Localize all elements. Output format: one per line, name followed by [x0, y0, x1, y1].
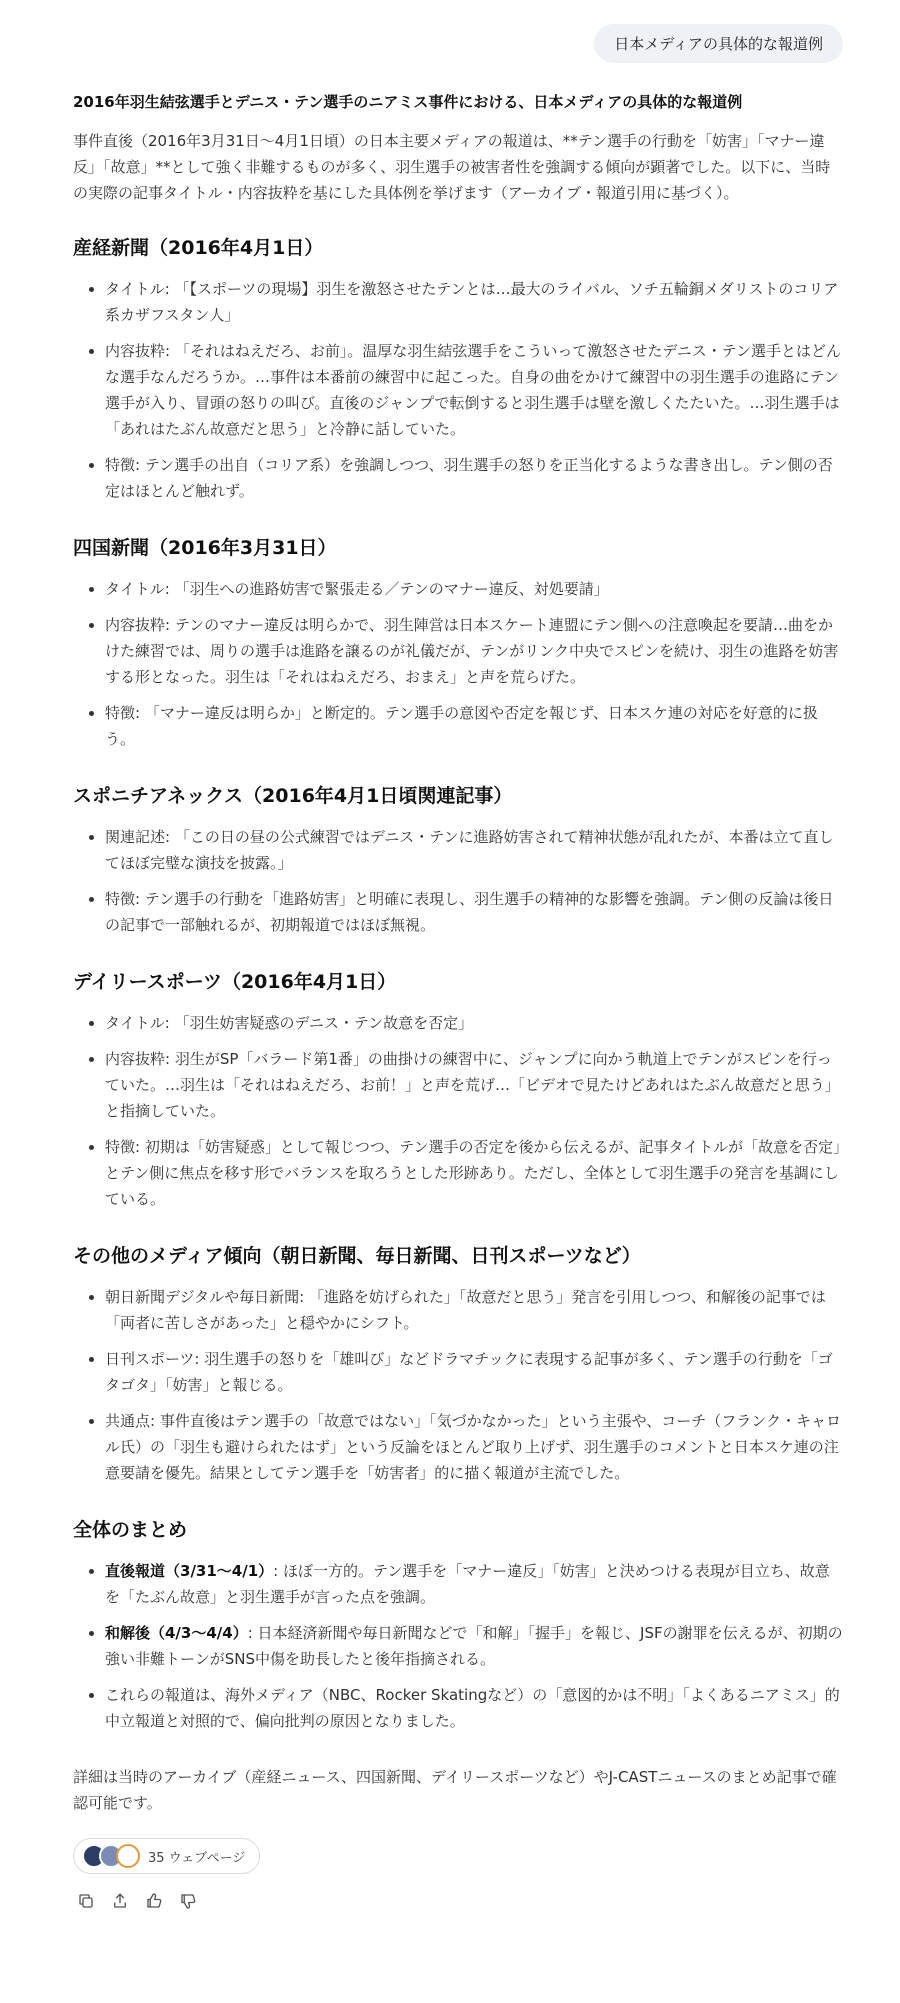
section-heading-sponichi: スポニチアネックス（2016年4月1日頃関連記事） — [73, 785, 513, 807]
summary-item-label: 和解後（4/3〜4/4） — [105, 1624, 248, 1642]
section-list-shikoku — [73, 576, 843, 752]
thumbs-up-icon[interactable] — [145, 1892, 163, 1910]
summary-list — [73, 1558, 843, 1734]
assistant-response — [73, 90, 843, 1910]
section-heading-others: その他のメディア傾向（朝日新聞、毎日新聞、日刊スポーツなど） — [73, 1245, 641, 1267]
summary-item-text: : ほぼ一方的。テン選手を「マナー違反」「妨害」と決めつける表現が目立ち、故意を「たぶん故意」と羽生選手が言った点を強調。 — [105, 1562, 830, 1606]
intro-paragraph: 事件直後（2016年3月31日〜4月1日頃）の日本主要メディアの報道は、**テン選手の行動を「妨害」「マナー違反」「故意」**として強く非難するものが多く、羽生選手の被害者性を強調する傾向が顕著でした。以下に、当時の実際の記事タイトル・内容抜粋を基にした具体例を挙げます（アーカイブ・報道引用に基づく）。 — [73, 132, 831, 202]
list-item: • 共通点: 事件直後はテン選手の「故意ではない」「気づかなかった」という主張や、コーチ（フランク・キャロル氏）の「羽生も避けられたはず」という反論をほとんど取り上げず、羽生選手のコメントと日本スケ連の注意要請を優先。結果としてテン選手を「妨害者」的に描く報道が主流でした。 — [105, 1408, 843, 1486]
section-heading-daily: デイリースポーツ（2016年4月1日） — [73, 971, 397, 993]
summary-item-text: : 日本経済新聞や毎日新聞などで「和解」「握手」を報じ、JSFの謝罪を伝えるが、初期の強い非難トーンがSNS中傷を助長したと後年指摘される。 — [105, 1624, 843, 1668]
section-heading-sankei: 産経新聞（2016年4月1日） — [73, 237, 324, 259]
list-item: • 内容抜粋: テンのマナー違反は明らかで、羽生陣営は日本スケート連盟にテン側への注意喚起を要請…曲をかけた練習では、周りの選手は進路を譲るのが礼儀だが、テンがリンク中央でスピンを続け、羽生の進路を妨害する形となった。羽生は「それはねえだろ、おまえ」と声を荒らげた。 — [105, 612, 843, 690]
list-item: • 特徴: 「マナー違反は明らか」と断定的。テン選手の意図や否定を報じず、日本スケ連の対応を好意的に扱う。 — [105, 700, 843, 752]
section-list-others — [73, 1284, 843, 1486]
section-list-sponichi — [73, 824, 843, 938]
response-title: 2016年羽生結弦選手とデニス・テン選手のニアミス事件における、日本メディアの具体的な報道例 — [73, 93, 743, 111]
thumbs-down-icon[interactable] — [179, 1892, 197, 1910]
list-item: • 日刊スポーツ: 羽生選手の怒りを「雄叫び」などドラマチックに表現する記事が多く、テン選手の行動を「ゴタゴタ」「妨害」と報じる。 — [105, 1346, 843, 1398]
section-list-sankei — [73, 276, 843, 504]
share-icon[interactable] — [111, 1892, 129, 1910]
list-item: • タイトル: 「羽生妨害疑惑のデニス・テン故意を否定」 — [105, 1010, 843, 1036]
sources-button[interactable] — [73, 1838, 260, 1874]
section-heading-shikoku: 四国新聞（2016年3月31日） — [73, 537, 337, 559]
list-item: • タイトル: 「【スポーツの現場】羽生を激怒させたテンとは…最大のライバル、ソチ五輪銅メダリストのコリア系カザフスタン人」 — [105, 276, 843, 328]
closing-paragraph: 詳細は当時のアーカイブ（産経ニュース、四国新聞、デイリースポーツなど）やJ-CASTニュースのまとめ記事で確認可能です。 — [73, 1768, 837, 1812]
section-heading-summary: 全体のまとめ — [73, 1519, 188, 1541]
list-item: • 特徴: テン選手の出自（コリア系）を強調しつつ、羽生選手の怒りを正当化するような書き出し。テン側の否定はほとんど触れず。 — [105, 452, 843, 504]
user-message-bubble: 日本メディアの具体的な報道例 — [594, 24, 843, 63]
summary-item-label: 直後報道（3/31〜4/1） — [105, 1562, 274, 1580]
list-item: • 特徴: 初期は「妨害疑惑」として報じつつ、テン選手の否定を後から伝えるが、記事タイトルが「故意を否定」とテン側に焦点を移す形でバランスを取ろうとした形跡あり。ただし、全体として羽生選手の発言を基調にしている。 — [105, 1134, 843, 1212]
summary-item-text: これらの報道は、海外メディア（NBC、Rocker Skatingなど）の「意図的かは不明」「よくあるニアミス」的中立報道と対照的で、偏向批判の原因となりました。 — [105, 1686, 840, 1730]
summary-item — [105, 1682, 843, 1734]
source-favicons — [82, 1844, 140, 1868]
list-item: • 朝日新聞デジタルや毎日新聞: 「進路を妨げられた」「故意だと思う」発言を引用しつつ、和解後の記事では「両者に苦しさがあった」と穏やかにシフト。 — [105, 1284, 843, 1336]
response-actions — [73, 1892, 843, 1910]
source-favicon-icon — [116, 1844, 140, 1868]
summary-item — [105, 1558, 843, 1610]
list-item: • タイトル: 「羽生への進路妨害で緊張走る／テンのマナー違反、対処要請」 — [105, 576, 843, 602]
list-item: • 内容抜粋: 「それはねえだろ、お前」。温厚な羽生結弦選手をこういって激怒させたデニス・テン選手とはどんな選手なんだろうか。…事件は本番前の練習中に起こった。自身の曲をかけて練習中の羽生選手の進路にテン選手が入り、冒頭の怒りの叫び。直後のジャンプで転倒すると羽生選手は壁を激しくたたいた。…羽生選手は「あれはたぶん故意だと思う」と冷静に話していた。 — [105, 338, 843, 442]
list-item: • 内容抜粋: 羽生がSP「バラード第1番」の曲掛けの練習中に、ジャンプに向かう軌道上でテンがスピンを行っていた。…羽生は「それはねえだろ、お前！」と声を荒げ…「ビデオで見たけどあれはたぶん故意だと思う」と指摘していた。 — [105, 1046, 843, 1124]
summary-item — [105, 1620, 843, 1672]
list-item: • 特徴: テン選手の行動を「進路妨害」と明確に表現し、羽生選手の精神的な影響を強調。テン側の反論は後日の記事で一部触れるが、初期報道ではほぼ無視。 — [105, 886, 843, 938]
section-list-daily — [73, 1010, 843, 1212]
list-item: • 関連記述: 「この日の昼の公式練習ではデニス・テンに進路妨害されて精神状態が乱れたが、本番は立て直してほぼ完璧な演技を披露。」 — [105, 824, 843, 876]
sources-label: 35 ウェブページ — [148, 1850, 246, 1866]
copy-icon[interactable] — [77, 1892, 95, 1910]
